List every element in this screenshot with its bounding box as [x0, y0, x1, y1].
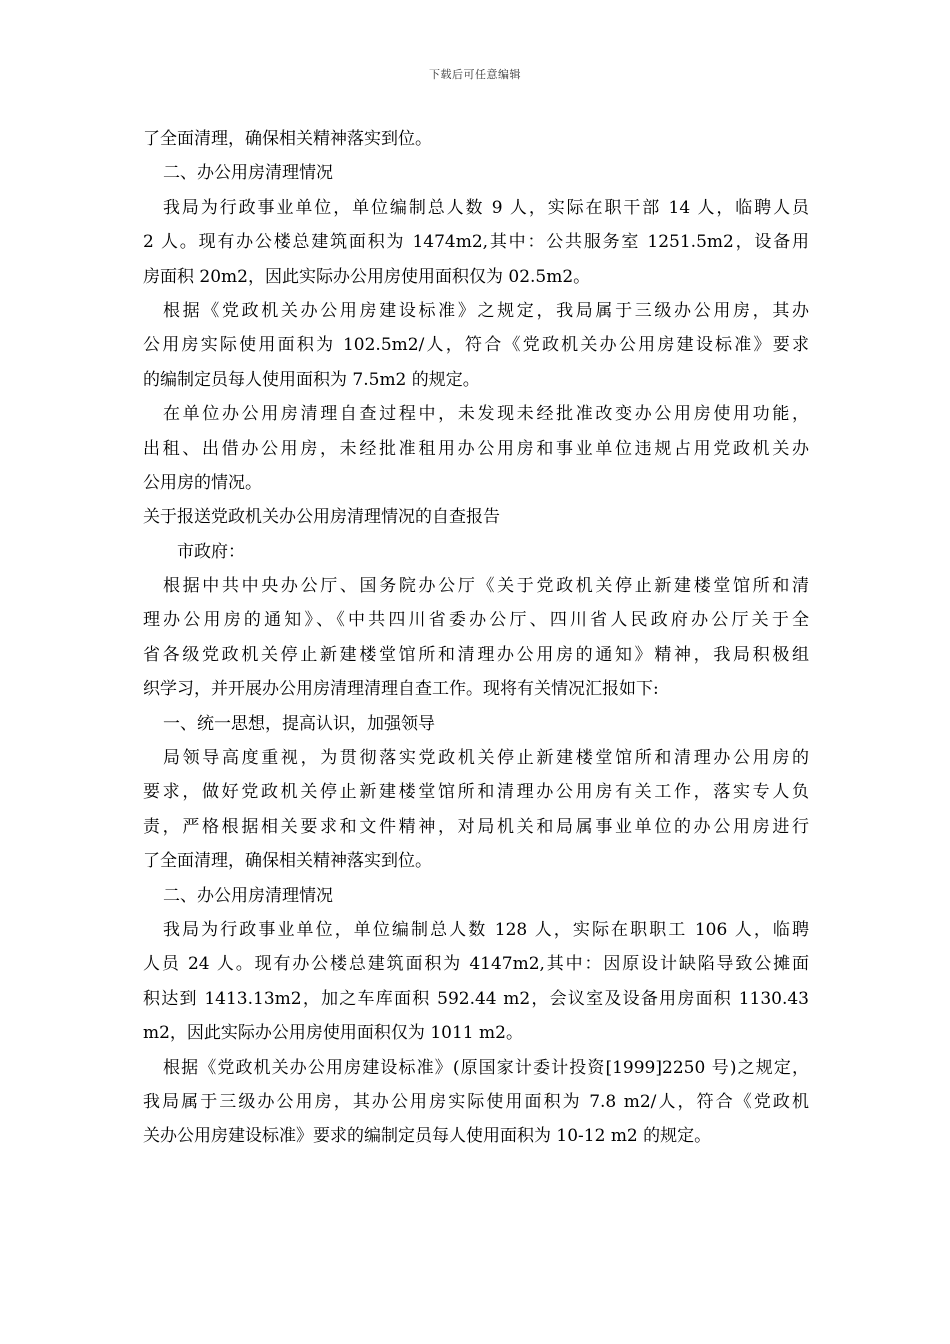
text-line: 二、办公用房清理情况 — [163, 885, 333, 906]
text-line: 要求，做好党政机关停止新建楼堂馆所和清理办公用房有关工作，落实专人负 — [143, 782, 809, 803]
text-line: 市政府： — [177, 541, 245, 562]
text-line: 根据《党政机关办公用房建设标准》之规定，我局属于三级办公用房，其办 — [163, 300, 809, 321]
text-line: 我局属于三级办公用房，其办公用房实际使用面积为 7.8 m2/人，符合《党政机 — [143, 1091, 809, 1112]
text-line: 积达到 1413.13m2，加之车库面积 592.44 m2，会议室及设备用房面积 1130.43 — [143, 988, 809, 1009]
text-line: 了全面清理，确保相关精神落实到位。 — [143, 851, 432, 872]
text-line: 2 人。现有办公楼总建筑面积为 1474m2,其中：公共服务室 1251.5m2，设备用 — [143, 232, 809, 253]
text-line: 我局为行政事业单位，单位编制总人数 128 人，实际在职职工 106 人，临聘 — [163, 919, 809, 940]
text-line: 公用房的情况。 — [143, 472, 262, 493]
text-line: 关办公用房建设标准》要求的编制定员每人使用面积为 10-12 m2 的规定。 — [143, 1126, 712, 1147]
text-line: 织学习，并开展办公用房清理清理自查工作。现将有关情况汇报如下: — [143, 679, 659, 700]
text-line: 二、办公用房清理情况 — [163, 163, 333, 184]
text-line: 根据《党政机关办公用房建设标准》(原国家计委计投资[1999]2250 号)之规定， — [163, 1057, 809, 1078]
text-line: 责，严格根据相关要求和文件精神，对局机关和局属事业单位的办公用房进行 — [143, 816, 809, 837]
text-line: 的编制定员每人使用面积为 7.5m2 的规定。 — [143, 369, 480, 390]
text-line: 省各级党政机关停止新建楼堂馆所和清理办公用房的通知》精神，我局积极组 — [143, 644, 809, 665]
document-body — [143, 122, 809, 1154]
text-line: 关于报送党政机关办公用房清理情况的自查报告 — [143, 507, 500, 528]
page-header: 下载后可任意编辑 — [429, 68, 521, 81]
text-line: 出租、出借办公用房，未经批准租用办公用房和事业单位违规占用党政机关办 — [143, 438, 809, 459]
text-line: 一、统一思想，提高认识，加强领导 — [163, 713, 435, 734]
text-line: 根据中共中央办公厅、国务院办公厅《关于党政机关停止新建楼堂馆所和清 — [163, 576, 809, 597]
text-line: 了全面清理，确保相关精神落实到位。 — [143, 129, 432, 149]
text-line: 人员 24 人。现有办公楼总建筑面积为 4147m2,其中：因原设计缺陷导致公摊面 — [143, 954, 809, 975]
text-line: 公用房实际使用面积为 102.5m2/人，符合《党政机关办公用房建设标准》要求 — [143, 335, 809, 356]
text-line: m2，因此实际办公用房使用面积仅为 1011 m2。 — [143, 1023, 523, 1044]
text-line: 局领导高度重视，为贯彻落实党政机关停止新建楼堂馆所和清理办公用房的 — [163, 748, 809, 769]
text-line: 房面积 20m2，因此实际办公用房使用面积仅为 02.5m2。 — [143, 266, 591, 287]
text-line: 在单位办公用房清理自查过程中，未发现未经批准改变办公用房使用功能， — [163, 404, 809, 425]
text-line: 理办公用房的通知》、《中共四川省委办公厅、四川省人民政府办公厅关于全 — [143, 610, 809, 631]
text-line: 我局为行政事业单位，单位编制总人数 9 人，实际在职干部 14 人，临聘人员 — [163, 197, 809, 218]
